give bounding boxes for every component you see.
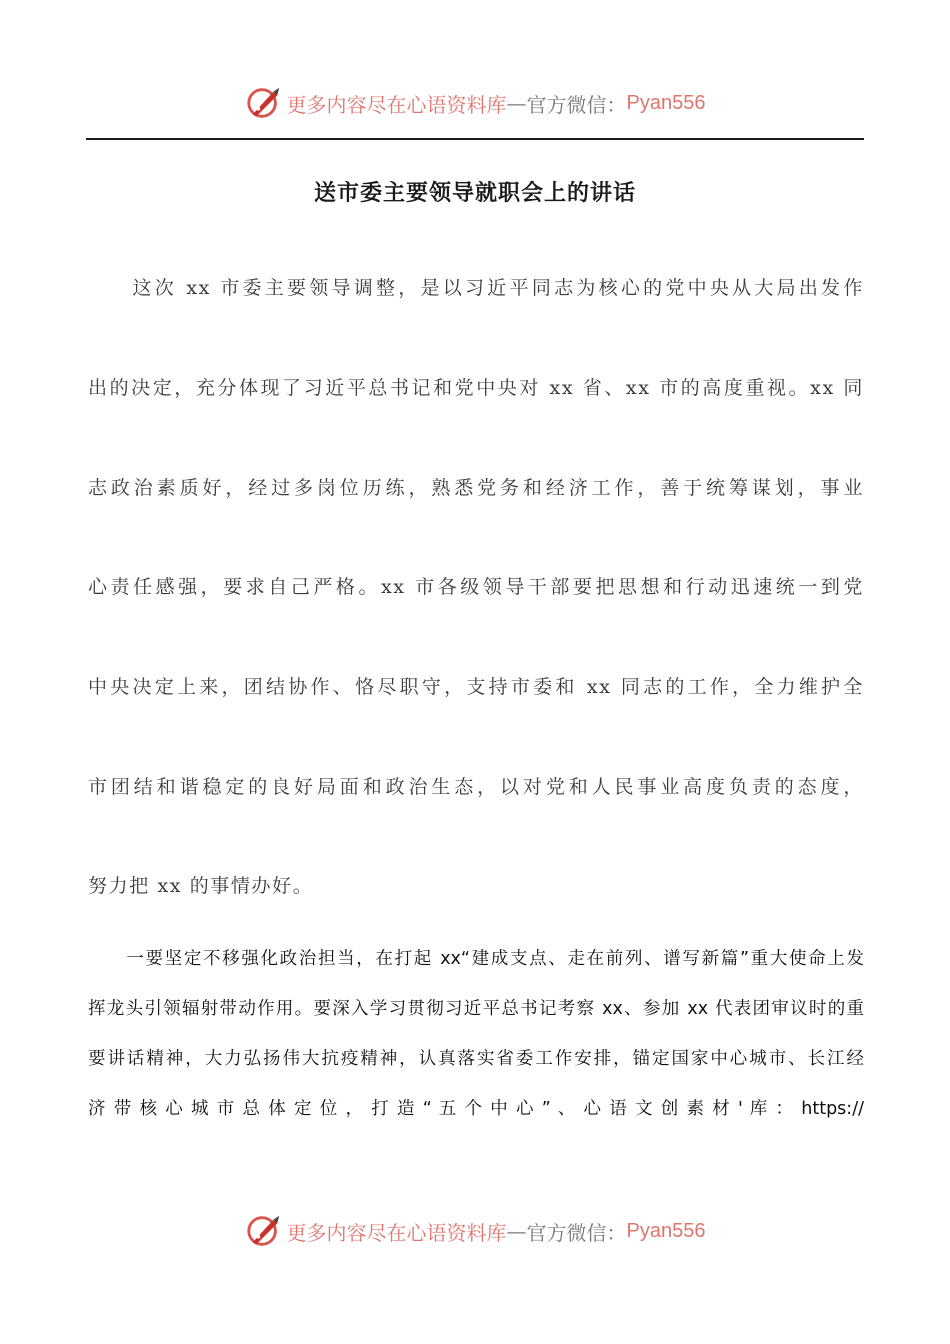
- wechat-label: 官方微信：: [526, 92, 627, 117]
- paragraph-line: 志政治素质好，经过多岗位历练，熟悉党务和经济工作，善于统筹谋划，事业: [88, 477, 864, 499]
- wechat-id: Pyan556: [626, 91, 706, 114]
- banner-separator: —: [506, 91, 527, 115]
- paragraph-line: 一要坚定不移强化政治担当，在打起 xx“建成支点、走在前列、谱写新篇”重大使命上发: [88, 949, 864, 969]
- paragraph-line: 中央决定上来，团结协作、恪尽职守，支持市委和 xx 同志的工作，全力维护全: [88, 676, 864, 698]
- quill-logo-icon: [245, 1212, 283, 1250]
- banner-text: 更多内容尽在心语资料库: [286, 92, 507, 117]
- quill-logo-icon: [245, 84, 283, 122]
- paragraph-line: 心责任感强，要求自己严格。xx 市各级领导干部要把思想和行动迅速统一到党: [88, 576, 864, 598]
- document-title: 送市委主要领导就职会上的讲话: [313, 181, 636, 206]
- banner-text: 更多内容尽在心语资料库: [286, 1220, 507, 1245]
- header-banner: [0, 78, 950, 128]
- paragraph-line: 济 带 核 心 城 市 总 体 定 位 ， 打 造 “ 五 个 中 心 ” 、 心 语 文 创 素 材 ' 库 ： https://: [88, 1099, 864, 1119]
- paragraph-line: 要讲话精神，大力弘扬伟大抗疫精神，认真落实省委工作安排，锚定国家中心城市、长江经: [88, 1049, 864, 1069]
- paragraph-line: 这次 xx 市委主要领导调整，是以习近平同志为核心的党中央从大局出发作: [88, 277, 864, 299]
- paragraph-line: 挥龙头引领辐射带动作用。要深入学习贯彻习近平总书记考察 xx、参加 xx 代表团审议时的重: [88, 999, 864, 1019]
- wechat-label: 官方微信：: [526, 1220, 627, 1245]
- paragraph-line: 出的决定，充分体现了习近平总书记和党中央对 xx 省、xx 市的高度重视。xx 同: [88, 377, 864, 399]
- header-divider: [86, 138, 864, 140]
- paragraph-line: 市团结和谐稳定的良好局面和政治生态，以对党和人民事业高度负责的态度，: [88, 776, 864, 798]
- wechat-id: Pyan556: [626, 1219, 706, 1242]
- footer-banner: [0, 1206, 950, 1256]
- banner-separator: —: [506, 1219, 527, 1243]
- paragraph-line: 努力把 xx 的事情办好。: [88, 875, 314, 897]
